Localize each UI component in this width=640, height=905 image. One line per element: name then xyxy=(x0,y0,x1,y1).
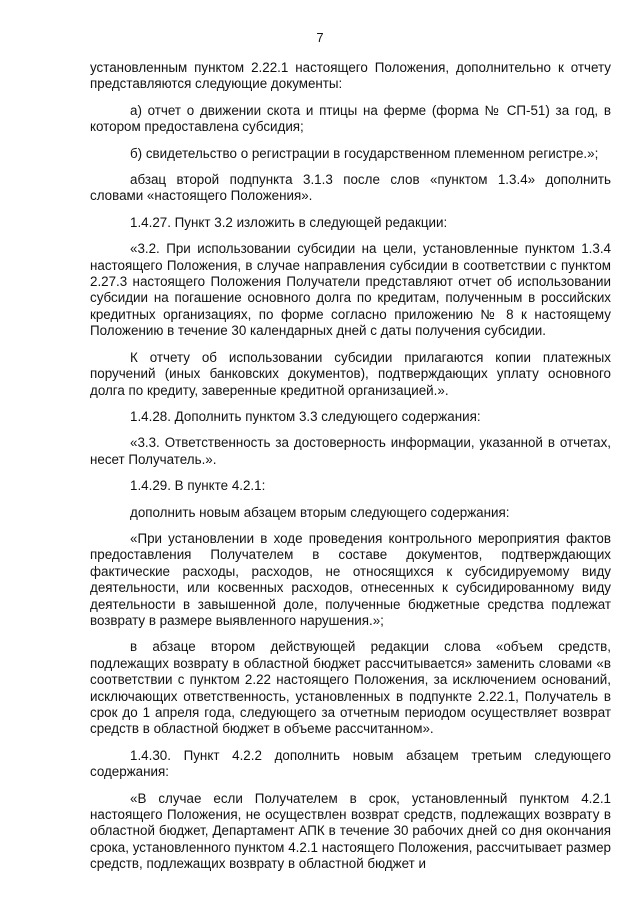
paragraph: «3.3. Ответственность за достоверность информации, указанной в отчетах, несет Получатель.». xyxy=(90,435,611,467)
paragraph: б) свидетельство о регистрации в государственном племенном регистре.»; xyxy=(130,145,599,161)
paragraph: «3.2. При использовании субсидии на цели, установленные пунктом 1.3.4 настоящего Положения, в случае направления субсидии в соответствии с пунктом 2.27.3 настоящего Положения Получатели представляют отчет об использовании субсидии на погашение основного долга по кредитам, полученным в российских кредитных организациях, по форме согласно приложению № 8 к настоящему Положению в течение 30 календарных дней с даты получения субсидии. xyxy=(90,241,611,339)
paragraph: 1.4.29. В пункте 4.2.1: xyxy=(130,478,266,494)
paragraph: а) отчет о движении скота и птицы на ферме (форма № СП-51) за год, в котором предоставлена субсидия; xyxy=(90,102,611,135)
paragraph: установленным пунктом 2.22.1 настоящего Положения, дополнительно к отчету представляются следующие документы: xyxy=(90,60,611,92)
paragraph: абзац второй подпункта 3.1.3 после слов «пунктом 1.3.4» дополнить словами «настоящего Положения». xyxy=(90,172,611,204)
document-body xyxy=(90,60,611,883)
paragraph: 1.4.30. Пункт 4.2.2 дополнить новым абзацем третьим следующего содержания: xyxy=(90,747,611,780)
paragraph: «В случае если Получателем в срок, установленный пунктом 4.2.1 настоящего Положения, не осуществлен возврат средств, подлежащих возврату в областной бюджет, Департамент АПК в течение 30 рабочих дней со дня окончания срока, установленного пунктом 4.2.1 настоящего Положения, рассчитывает размер средств, подлежащих возврату в областной бюджет и xyxy=(90,790,611,872)
paragraph: в абзаце втором действующей редакции слова «объем средств, подлежащих возврату в областной бюджет рассчитывается» заменить словами «в соответствии с пунктом 2.22 настоящего Положения, за исключением оснований, исключающих ответственность, установленных в подпункте 2.22.1, Получатель в срок до 1 апреля года, следующего за отчетным периодом осуществляет возврат средств в областной бюджет в объеме рассчитанном». xyxy=(90,639,611,737)
paragraph: «При установлении в ходе проведения контрольного мероприятия фактов предоставления Получателем в составе документов, подтверждающих фактические расходы, расходов, не относящихся к субсидируемому виду деятельности, или косвенных расходов, отнесенных к субсидированному виду деятельности в завышенной доле, полученные бюджетные средства подлежат возврату в размере выявленного нарушения.»; xyxy=(90,530,611,628)
paragraph: К отчету об использовании субсидии прилагаются копии платежных поручений (иных банковских документов), подтверждающих уплату основного долга по кредиту, заверенные кредитной организацией.». xyxy=(90,349,611,398)
paragraph: дополнить новым абзацем вторым следующего содержания: xyxy=(130,504,510,520)
page-number: 7 xyxy=(316,30,324,45)
paragraph: 1.4.27. Пункт 3.2 изложить в следующей редакции: xyxy=(130,214,448,230)
paragraph: 1.4.28. Дополнить пунктом 3.3 следующего содержания: xyxy=(130,408,481,424)
